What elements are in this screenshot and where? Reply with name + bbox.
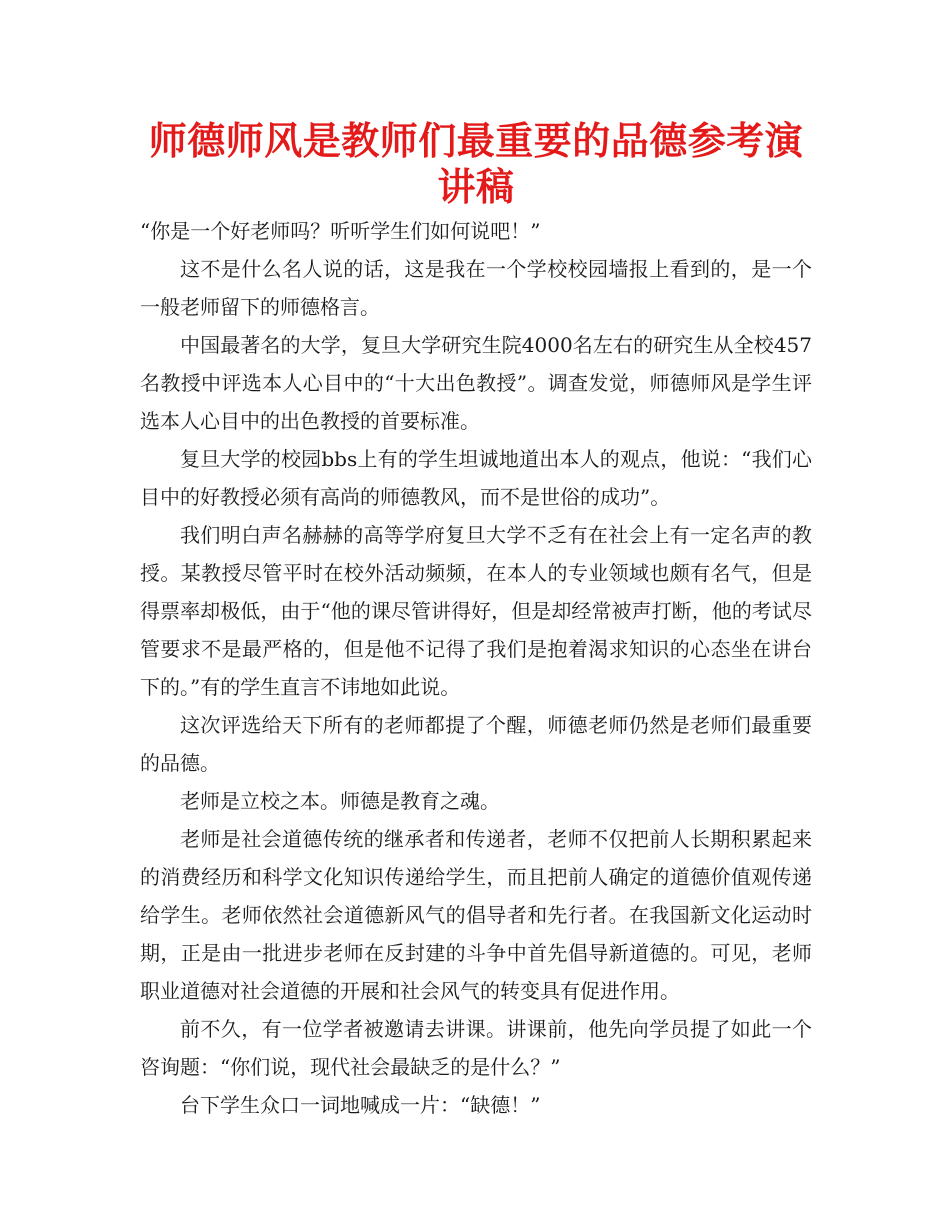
document-body [140, 212, 812, 1124]
paragraph: 前不久，有一位学者被邀请去讲课。讲课前，他先向学员提了如此一个咨询题：“你们说，现代社会最缺乏的是什么？” [140, 1017, 812, 1079]
paragraph: 我们明白声名赫赫的高等学府复旦大学不乏有在社会上有一定名声的教授。某教授尽管平时在校外活动频频，在本人的专业领域也颇有名气，但是得票率却极低，由于“他的课尽管讲得好，但是却经常被声打断，他的考试尽管要求不是最严格的，但是他不记得了我们是抱着渴求知识的心态坐在讲台下的。”有的学生直言不讳地如此说。 [140, 523, 812, 699]
document-page [140, 118, 812, 1124]
paragraph: “你是一个好老师吗？听听学生们如何说吧！” [140, 219, 541, 243]
paragraph: 中国最著名的大学，复旦大学研究生院4000名左右的研究生从全校457名教授中评选本人心目中的“十大出色教授”。调查发觉，师德师风是学生评选本人心目中的出色教授的首要标准。 [140, 333, 812, 433]
paragraph: 台下学生众口一词地喊成一片：“缺德！” [180, 1093, 541, 1117]
document-title: 师德师风是教师们最重要的品德参考演讲稿 [148, 119, 804, 209]
paragraph: 复旦大学的校园bbs上有的学生坦诚地道出本人的观点，他说：“我们心目中的好教授必须有高尚的师德教风，而不是世俗的成功”。 [140, 447, 812, 509]
paragraph: 这次评选给天下所有的老师都提了个醒，师德老师仍然是老师们最重要的品德。 [140, 713, 812, 775]
paragraph: 这不是什么名人说的话，这是我在一个学校校园墙报上看到的，是一个一般老师留下的师德格言。 [140, 257, 812, 319]
paragraph: 老师是社会道德传统的继承者和传递者，老师不仅把前人长期积累起来的消费经历和科学文化知识传递给学生，而且把前人确定的道德价值观传递给学生。老师依然社会道德新风气的倡导者和先行者。在我国新文化运动时期，正是由一批进步老师在反封建的斗争中首先倡导新道德的。可见，老师职业道德对社会道德的开展和社会风气的转变具有促进作用。 [140, 827, 812, 1003]
paragraph: 老师是立校之本。师德是教育之魂。 [180, 789, 500, 813]
